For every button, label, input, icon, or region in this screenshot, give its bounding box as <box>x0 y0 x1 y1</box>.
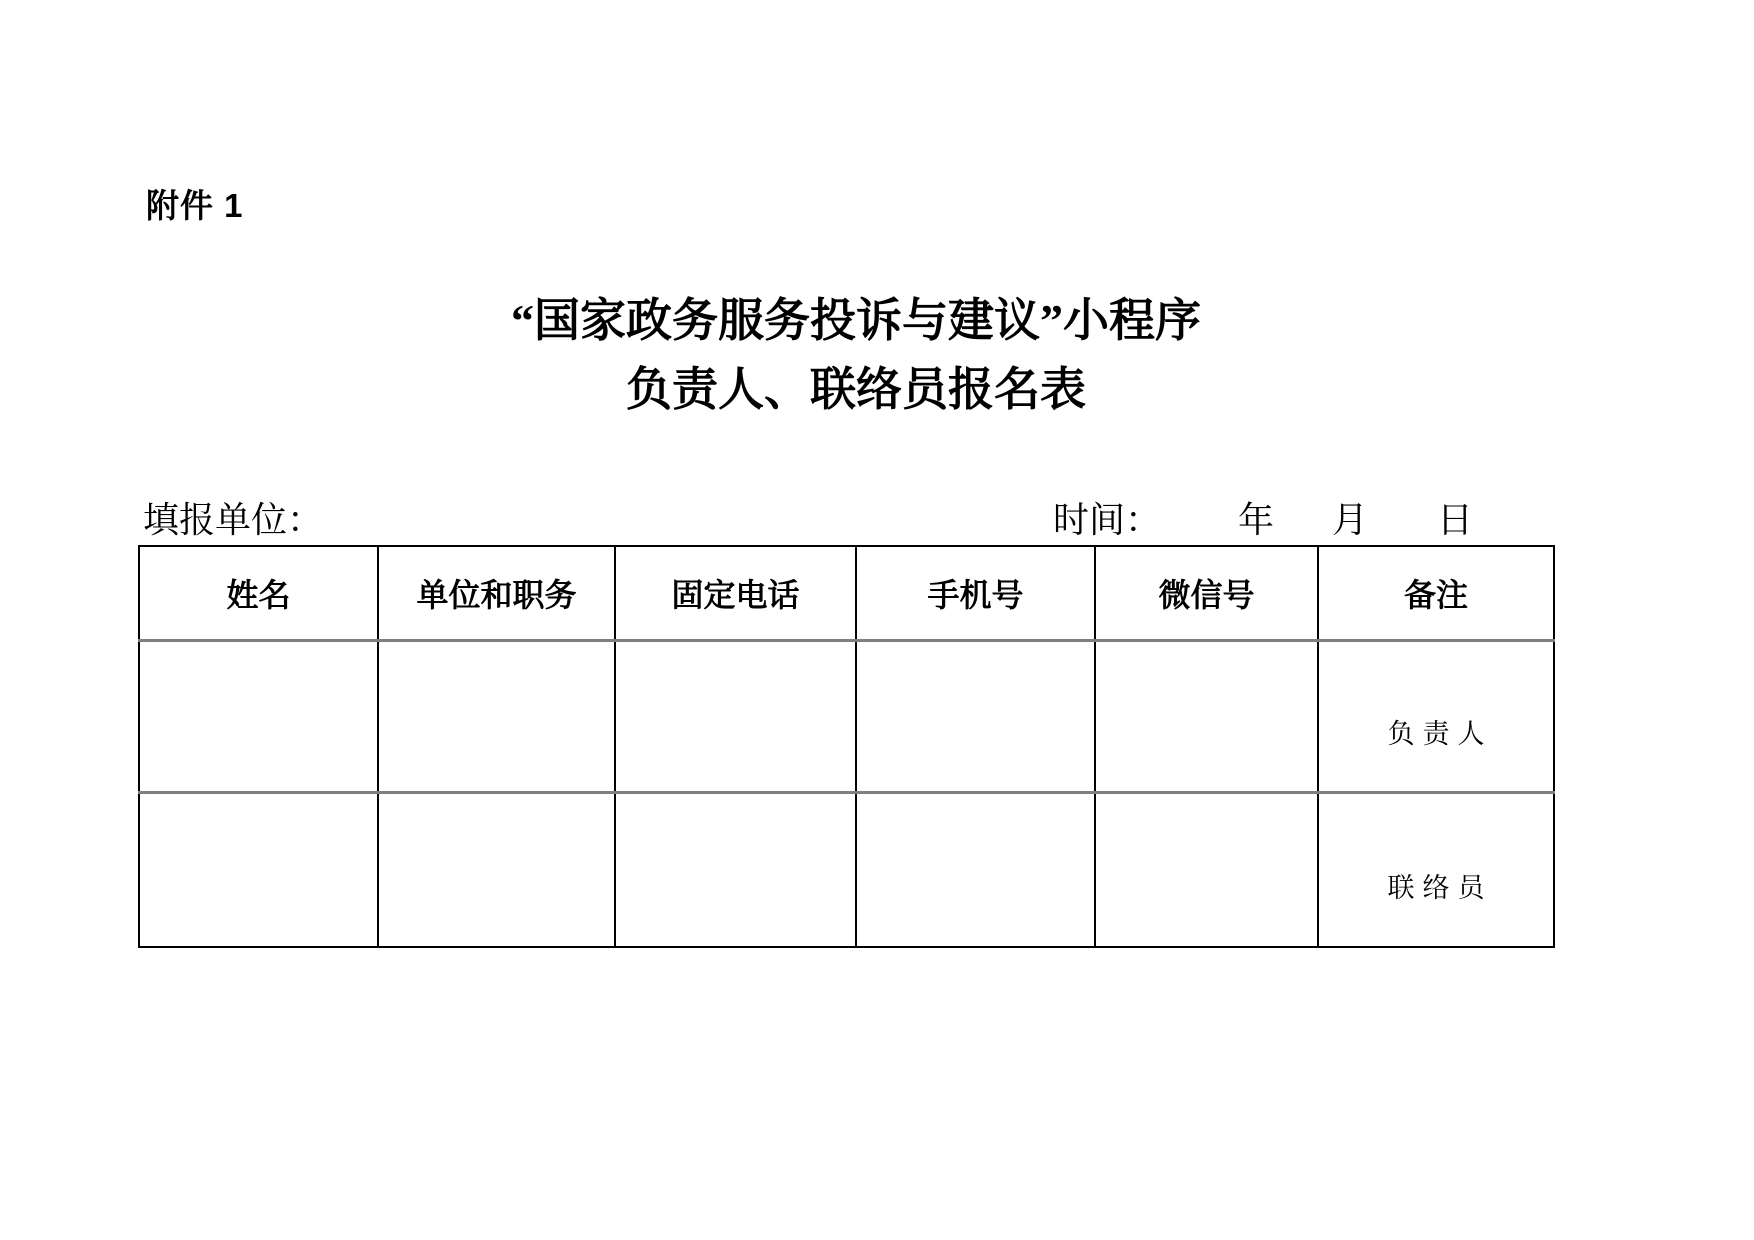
cell-unit-position-empty <box>378 793 615 948</box>
attachment-label: 附件 1 <box>146 187 244 224</box>
cell-remark-person-in-charge: 负责人 <box>1318 641 1554 793</box>
document-title-line2: 负责人、联络员报名表 <box>626 364 1086 415</box>
header-wechat: 微信号 <box>1095 546 1318 641</box>
table-header-row <box>139 546 1554 641</box>
reporting-unit-label: 填报单位： <box>143 500 324 540</box>
cell-remark-liaison: 联络员 <box>1318 793 1554 948</box>
cell-wechat-empty <box>1095 641 1318 793</box>
cell-name-empty <box>139 793 378 948</box>
cell-landline-empty <box>615 793 856 948</box>
form-meta-line <box>0 498 1754 546</box>
registration-table <box>138 545 1555 948</box>
cell-mobile-empty <box>856 641 1095 793</box>
table-row-person-in-charge <box>139 641 1554 793</box>
table-row-liaison <box>139 793 1554 948</box>
cell-name-empty <box>139 641 378 793</box>
cell-wechat-empty <box>1095 793 1318 948</box>
header-unit-position: 单位和职务 <box>378 546 615 641</box>
month-label: 月 <box>1332 500 1369 540</box>
header-name: 姓名 <box>139 546 378 641</box>
header-landline: 固定电话 <box>615 546 856 641</box>
day-label: 日 <box>1437 500 1474 540</box>
cell-unit-position-empty <box>378 641 615 793</box>
document-title <box>511 286 1201 424</box>
time-label: 时间： <box>1053 500 1162 540</box>
year-label: 年 <box>1238 500 1275 540</box>
cell-mobile-empty <box>856 793 1095 948</box>
header-remark: 备注 <box>1318 546 1554 641</box>
cell-landline-empty <box>615 641 856 793</box>
document-title-line1: “国家政务服务投诉与建议”小程序 <box>511 295 1201 346</box>
header-mobile: 手机号 <box>856 546 1095 641</box>
